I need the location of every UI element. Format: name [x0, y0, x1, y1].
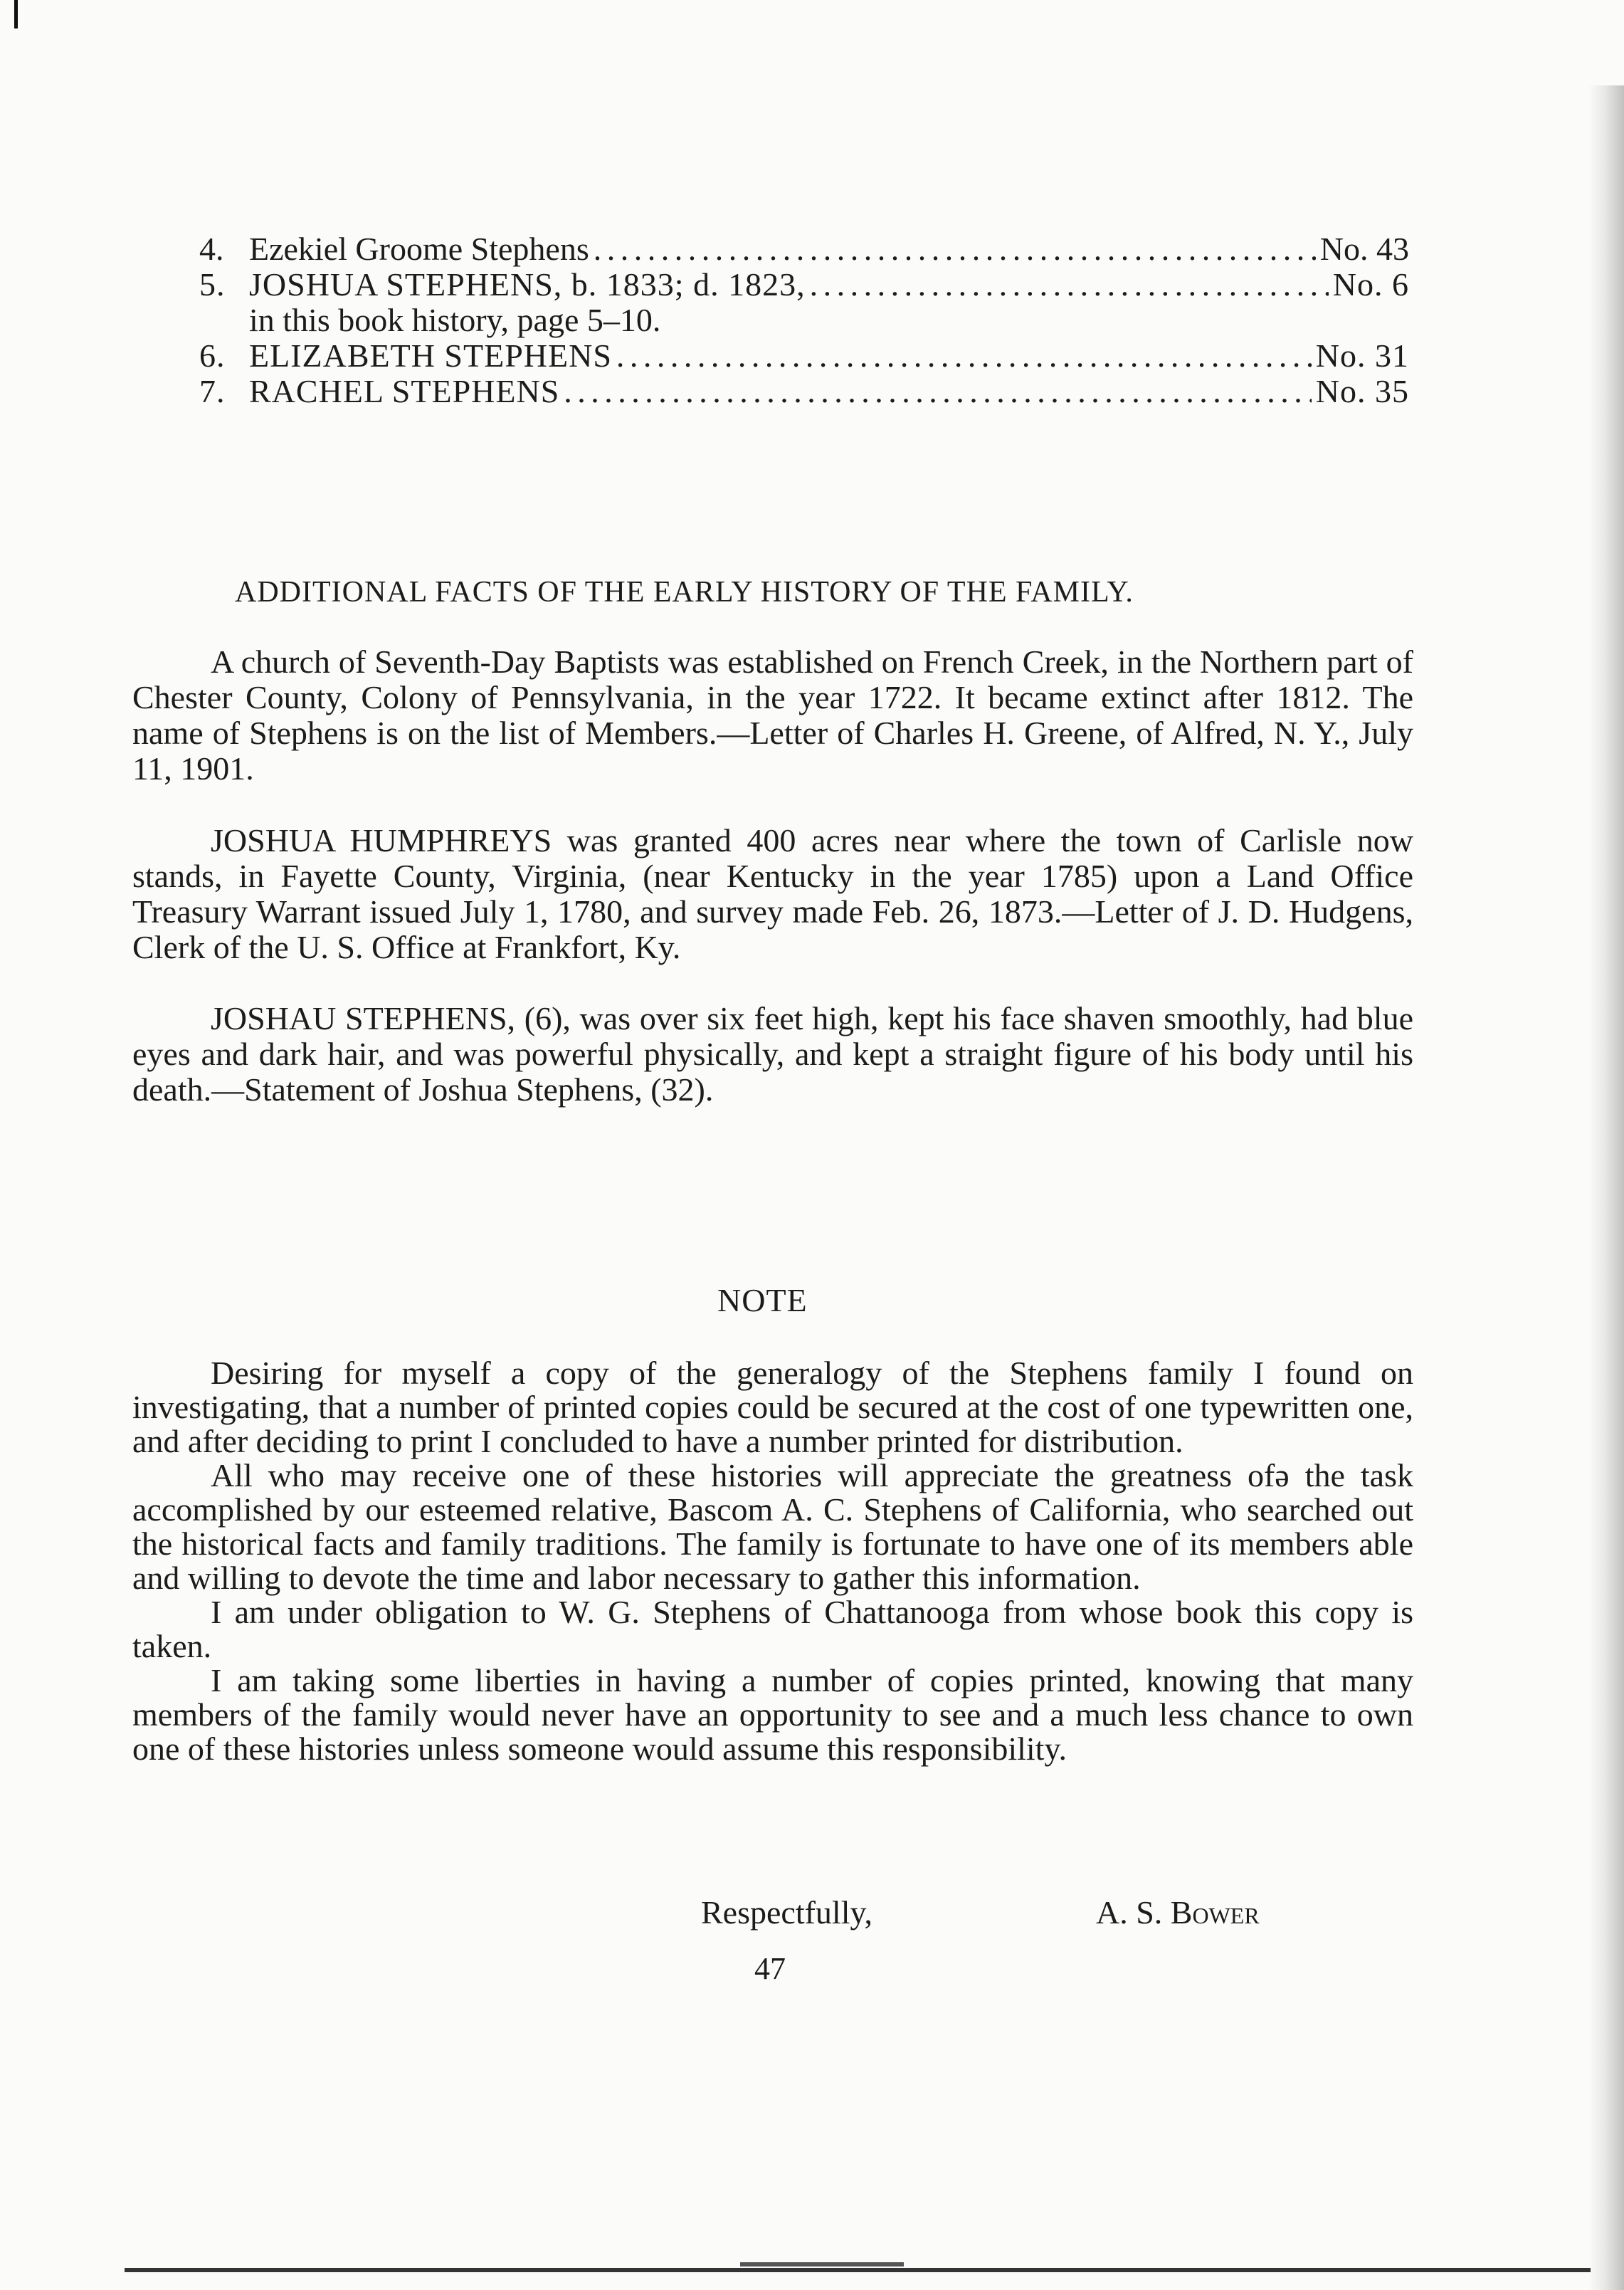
note-body [132, 1356, 1413, 1766]
note-paragraph: All who may receive one of these histories will appreciate the greatness ofə the task accomplished by our esteemed relative, Bascom A. C. Stephens of California, who searched out the historical facts and family traditions. The family is fortunate to have one of its members able and willing to devote the time and labor necessary to gather this information. [132, 1457, 1413, 1596]
list-item [199, 231, 1409, 267]
signature: A. S. Bower [1096, 1894, 1260, 1931]
family-list [199, 231, 1409, 409]
item-number: 6. [199, 337, 226, 374]
note-title: NOTE [717, 1282, 808, 1318]
binding-edge-shadow [1588, 85, 1624, 2290]
list-item [199, 267, 1409, 303]
paragraph-church: A church of Seventh-Day Baptists was established on French Creek, in the Northern part of Chester County, Colony of Pennsylvania, in the year 1722. It became extinct after 1812. The name of Stephens is on the list of Members.—Letter of Charles H. Greene, of Alfred, N. Y., July 11, 1901. [132, 644, 1413, 787]
page-number: 47 [754, 1951, 786, 1986]
item-ref: No. 6 [1332, 266, 1409, 303]
list-item [199, 338, 1409, 374]
item-number: 7. [199, 373, 226, 409]
item-number: 5. [199, 266, 226, 303]
item-continuation: in this book history, page 5–10. [249, 302, 661, 338]
list-item [199, 374, 1409, 409]
note-paragraph: I am under obligation to W. G. Stephens of Chattanooga from whose book this copy is taken. [132, 1594, 1413, 1664]
item-name: Ezekiel Groome Stephens [249, 231, 589, 267]
bottom-scan-mark [740, 2262, 904, 2267]
corner-mark [14, 0, 18, 28]
closing: Respectfully, [701, 1894, 873, 1931]
leader-dots [616, 338, 1312, 374]
leader-dots [810, 267, 1329, 303]
leader-dots [594, 231, 1316, 267]
paragraph-stephens-description: JOSHAU STEPHENS, (6), was over six feet high, kept his face shaven smoothly, had blue eyes and dark hair, and was powerful physically, and kept a straight figure of his body until his death.—Statement of Joshua Stephens, (32). [132, 1000, 1413, 1108]
paragraph-humphreys: JOSHUA HUMPHREYS was granted 400 acres near where the town of Carlisle now stands, in Fayette County, Virginia, (near Kentucky in the year 1785) upon a Land Office Treasury Warrant issued July 1, 1780, and survey made Feb. 26, 1873.—Letter of J. D. Hudgens, Clerk of the U. S. Office at Frankfort, Ky. [132, 822, 1413, 965]
section-heading: ADDITIONAL FACTS OF THE EARLY HISTORY OF THE FAMILY. [235, 576, 1134, 609]
item-ref: No. 31 [1315, 337, 1409, 374]
item-name: ELIZABETH STEPHENS [249, 337, 612, 374]
note-paragraph: I am taking some liberties in having a number of copies printed, knowing that many members of the family would never have an opportunity to see and a much less chance to own one of these histories unless someone would assume this responsibility. [132, 1662, 1413, 1767]
item-ref: No. 43 [1319, 231, 1409, 267]
item-name: JOSHUA STEPHENS, b. 1833; d. 1823, [249, 266, 806, 303]
item-ref: No. 35 [1315, 373, 1409, 409]
note-paragraph: Desiring for myself a copy of the generalogy of the Stephens family I found on investigating, that a number of printed copies could be secured at the cost of one typewritten one, and after deciding to print I concluded to have a number printed for distribution. [132, 1355, 1413, 1459]
bottom-rule [125, 2268, 1591, 2272]
item-name: RACHEL STEPHENS [249, 373, 560, 409]
item-number: 4. [199, 231, 224, 267]
leader-dots [564, 374, 1311, 409]
